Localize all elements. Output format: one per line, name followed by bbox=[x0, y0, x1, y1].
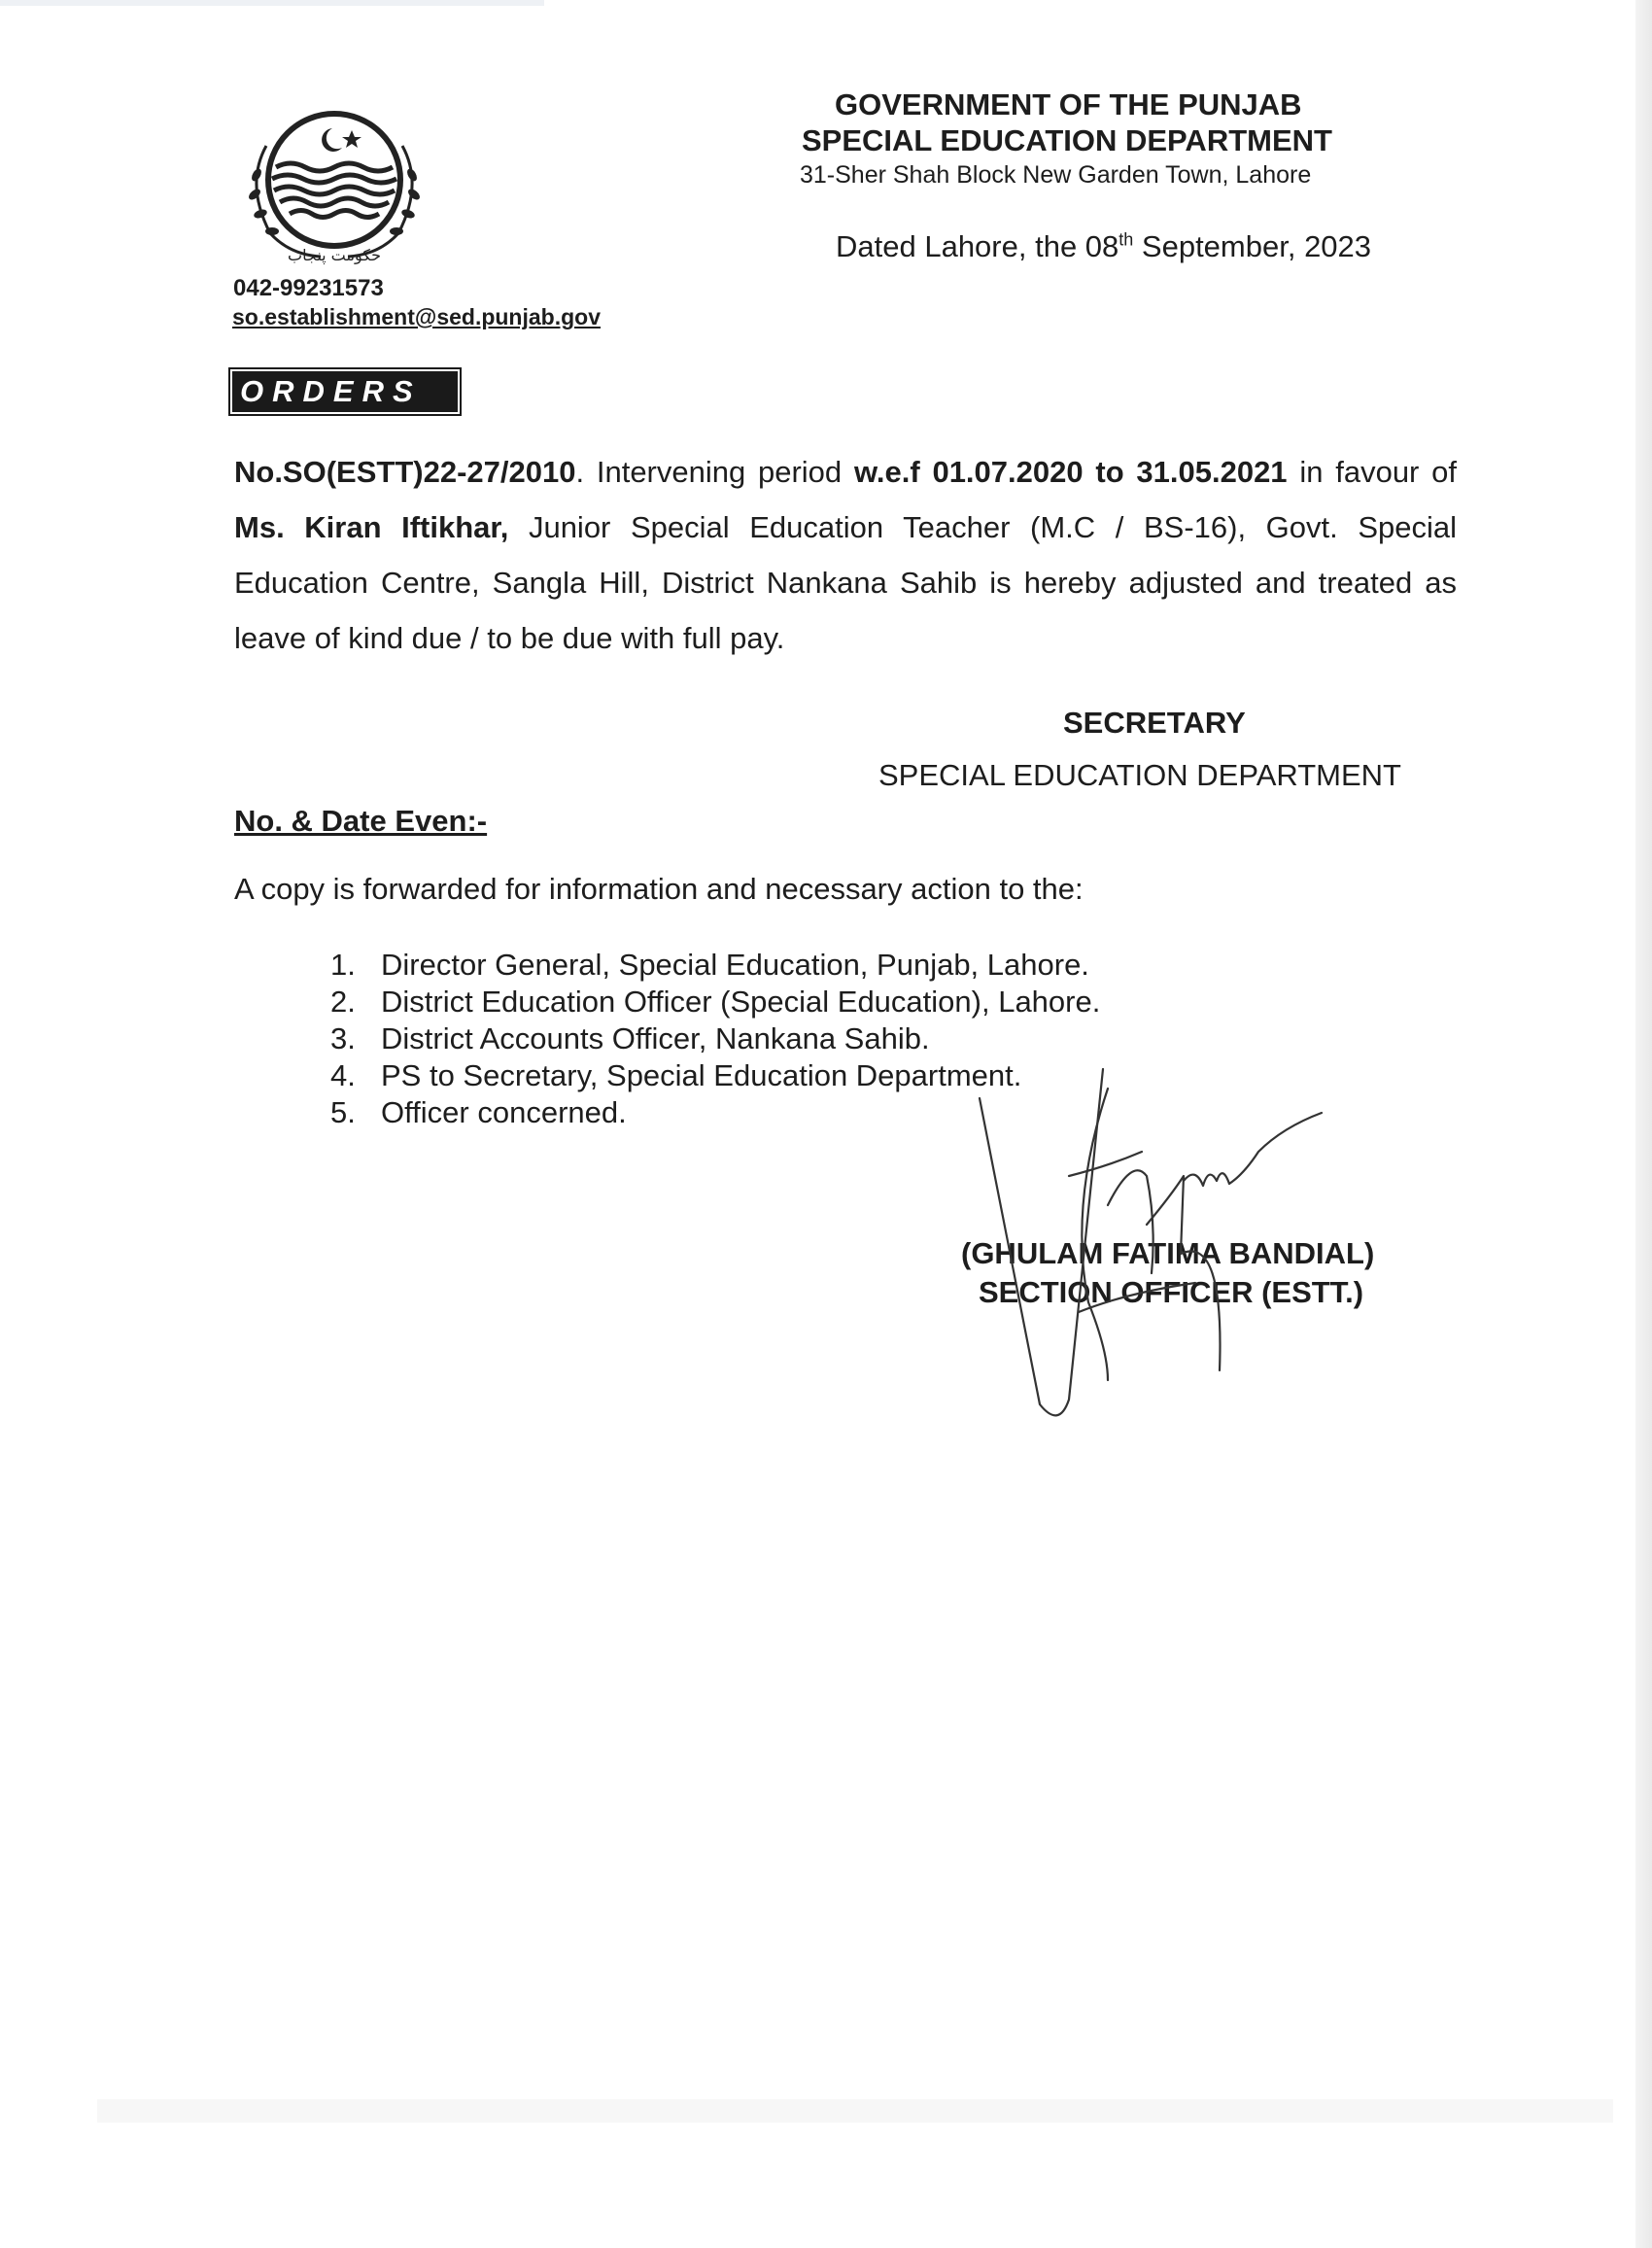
signatory-title: SECTION OFFICER (ESTT.) bbox=[979, 1275, 1364, 1309]
list-item-number: 2. bbox=[330, 985, 356, 1019]
list-item-number: 4. bbox=[330, 1058, 356, 1092]
list-item bbox=[330, 947, 1100, 984]
list-item-number: 5. bbox=[330, 1095, 356, 1129]
order-paragraph bbox=[234, 444, 1457, 666]
dated-suffix: September, 2023 bbox=[1133, 229, 1372, 263]
employee-name: Ms. Kiran Iftikhar, bbox=[234, 510, 509, 544]
scan-edge-right bbox=[1635, 0, 1652, 2248]
government-title: GOVERNMENT OF THE PUNJAB bbox=[835, 87, 1302, 121]
scan-artifact bbox=[97, 2099, 1613, 2123]
list-item-text: District Education Officer (Special Education), Lahore. bbox=[381, 985, 1101, 1019]
department-title: SPECIAL EDUCATION DEPARTMENT bbox=[802, 123, 1332, 157]
dated-line bbox=[836, 229, 1371, 264]
secretary-department: SPECIAL EDUCATION DEPARTMENT bbox=[878, 758, 1401, 792]
list-item-text: PS to Secretary, Special Education Department. bbox=[381, 1058, 1022, 1092]
order-text-1: . Intervening period bbox=[575, 455, 854, 489]
no-date-even-heading: No. & Date Even:- bbox=[234, 804, 488, 838]
dated-superscript: th bbox=[1119, 229, 1134, 250]
list-item-text: Director General, Special Education, Punjab, Lahore. bbox=[381, 948, 1089, 982]
phone-number: 042-99231573 bbox=[233, 275, 384, 301]
order-text-2: in favour of bbox=[1287, 455, 1457, 489]
list-item-text: District Accounts Officer, Nankana Sahib. bbox=[381, 1021, 930, 1055]
dated-prefix: Dated Lahore, the 08 bbox=[836, 229, 1119, 263]
order-number: No.SO(ESTT)22-27/2010 bbox=[234, 455, 576, 489]
order-period: w.e.f 01.07.2020 to 31.05.2021 bbox=[853, 455, 1288, 489]
list-item-number: 3. bbox=[330, 1021, 356, 1055]
list-item-number: 1. bbox=[330, 948, 356, 982]
list-item-text: Officer concerned. bbox=[381, 1095, 627, 1129]
copy-forward-intro: A copy is forwarded for information and necessary action to the: bbox=[234, 872, 1084, 906]
signatory-name: (GHULAM FATIMA BANDIAL) bbox=[961, 1236, 1375, 1270]
orders-heading: ORDERS bbox=[232, 371, 458, 412]
department-address: 31-Sher Shah Block New Garden Town, Lahore bbox=[800, 161, 1312, 189]
scan-edge-top bbox=[0, 0, 544, 6]
emblem-text: حکومت پنجاب bbox=[288, 246, 381, 264]
handwritten-signature-icon bbox=[962, 1059, 1351, 1429]
punjab-emblem-icon bbox=[237, 107, 431, 277]
list-item bbox=[330, 1020, 1100, 1057]
email-link[interactable]: so.establishment@sed.punjab.gov bbox=[232, 304, 601, 329]
secretary-title: SECRETARY bbox=[1063, 706, 1246, 740]
order-text-3: Junior Special Education Teacher (M.C / BS-16), Govt. Special Education Centre, Sangla Hill, District Nankana Sahib is hereby adjusted and treated as leave of kind due / to be due with full pay. bbox=[234, 510, 1457, 655]
list-item bbox=[330, 984, 1100, 1020]
